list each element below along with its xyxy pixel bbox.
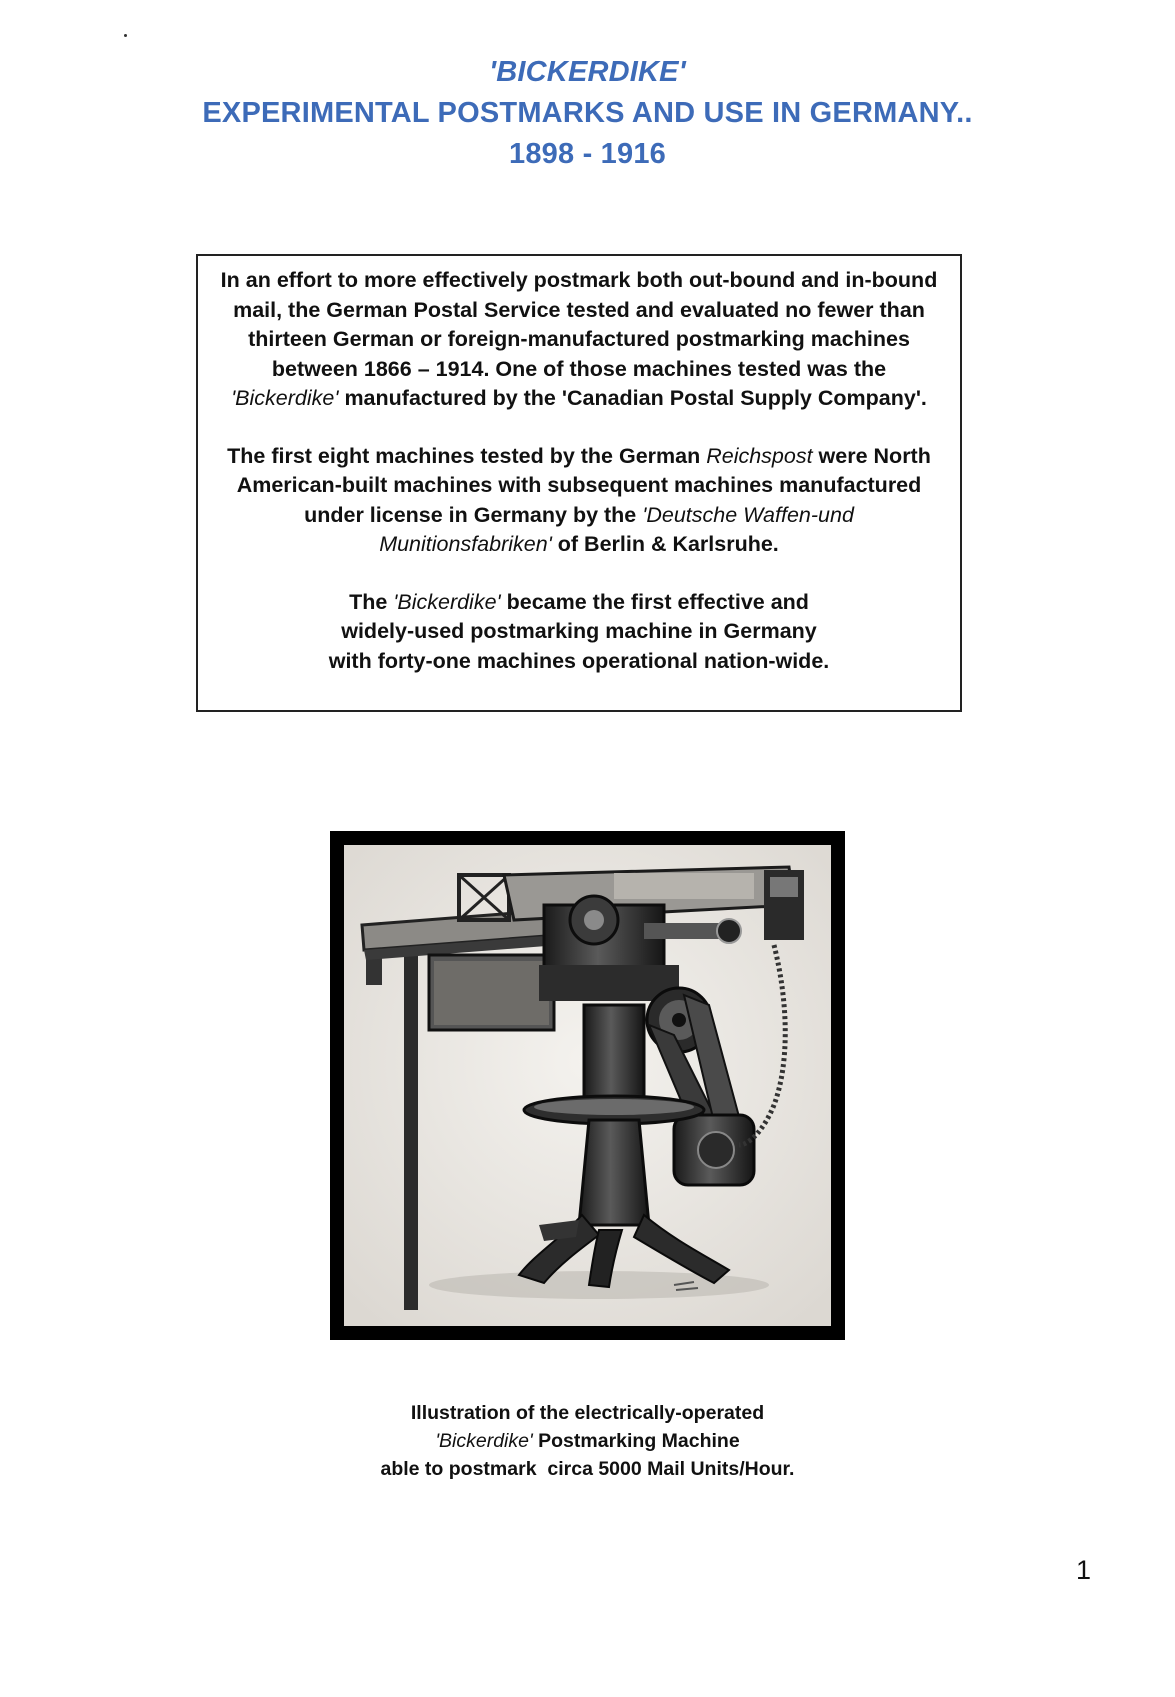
intro-p2-company: 'Deutsche Waffen-und Munitionsfabriken': [379, 502, 854, 556]
intro-paragraph-2: [216, 442, 942, 560]
intro-paragraph-3: [216, 588, 942, 677]
intro-p1-text-b: manufactured by the 'Canadian Postal Supply Company'.: [338, 386, 927, 410]
intro-p3-text-b: became the first effective and: [500, 589, 809, 614]
intro-p2-text-c: of Berlin & Karlsruhe.: [551, 532, 779, 556]
caption-line-2: [0, 1427, 1175, 1455]
intro-paragraph-1: [216, 266, 942, 414]
intro-p2-text-a: The first eight machines tested by the German: [227, 443, 707, 468]
intro-p3-text-a: The: [349, 589, 394, 614]
intro-p2-text-b: were North American-built machines with subsequent machines manufactured under license in Germany by the: [236, 443, 931, 527]
bickerdike-machine-photo: [344, 845, 831, 1326]
title-line-2: EXPERIMENTAL POSTMARKS AND USE IN GERMANY..: [202, 97, 973, 129]
caption-machine-name: 'Bickerdike': [435, 1430, 533, 1452]
scan-speck: [124, 34, 127, 37]
machine-photo-frame: [330, 831, 845, 1340]
page-number: 1: [1076, 1555, 1092, 1585]
intro-text-box: [196, 254, 962, 712]
intro-p3-machine-name: 'Bickerdike': [393, 589, 501, 614]
intro-p1-machine-name: 'Bickerdike': [231, 386, 339, 410]
page-title: [0, 52, 1175, 175]
intro-p1-text-a: In an effort to more effectively postmark both out-bound and in-bound mail, the German Postal Service tested and evaluated no fewer than thirteen German or foreign-manufactured postmarking machines between 1866 – 1914. One of those machines tested was the: [220, 268, 938, 381]
intro-p3-line-2: widely-used postmarking machine in Germany: [341, 619, 817, 643]
title-line-1: 'BICKERDIKE': [489, 56, 686, 88]
caption-line-3: able to postmark circa 5000 Mail Units/Hour.: [380, 1458, 795, 1480]
intro-p3-line-3: with forty-one machines operational nation-wide.: [328, 648, 830, 673]
caption-line-1: Illustration of the electrically-operated: [410, 1402, 765, 1424]
caption-line-2-rest: Postmarking Machine: [532, 1430, 740, 1452]
photo-caption: [0, 1399, 1175, 1483]
intro-p2-reichspost: Reichspost: [706, 443, 813, 468]
title-line-3: 1898 - 1916: [509, 138, 666, 170]
